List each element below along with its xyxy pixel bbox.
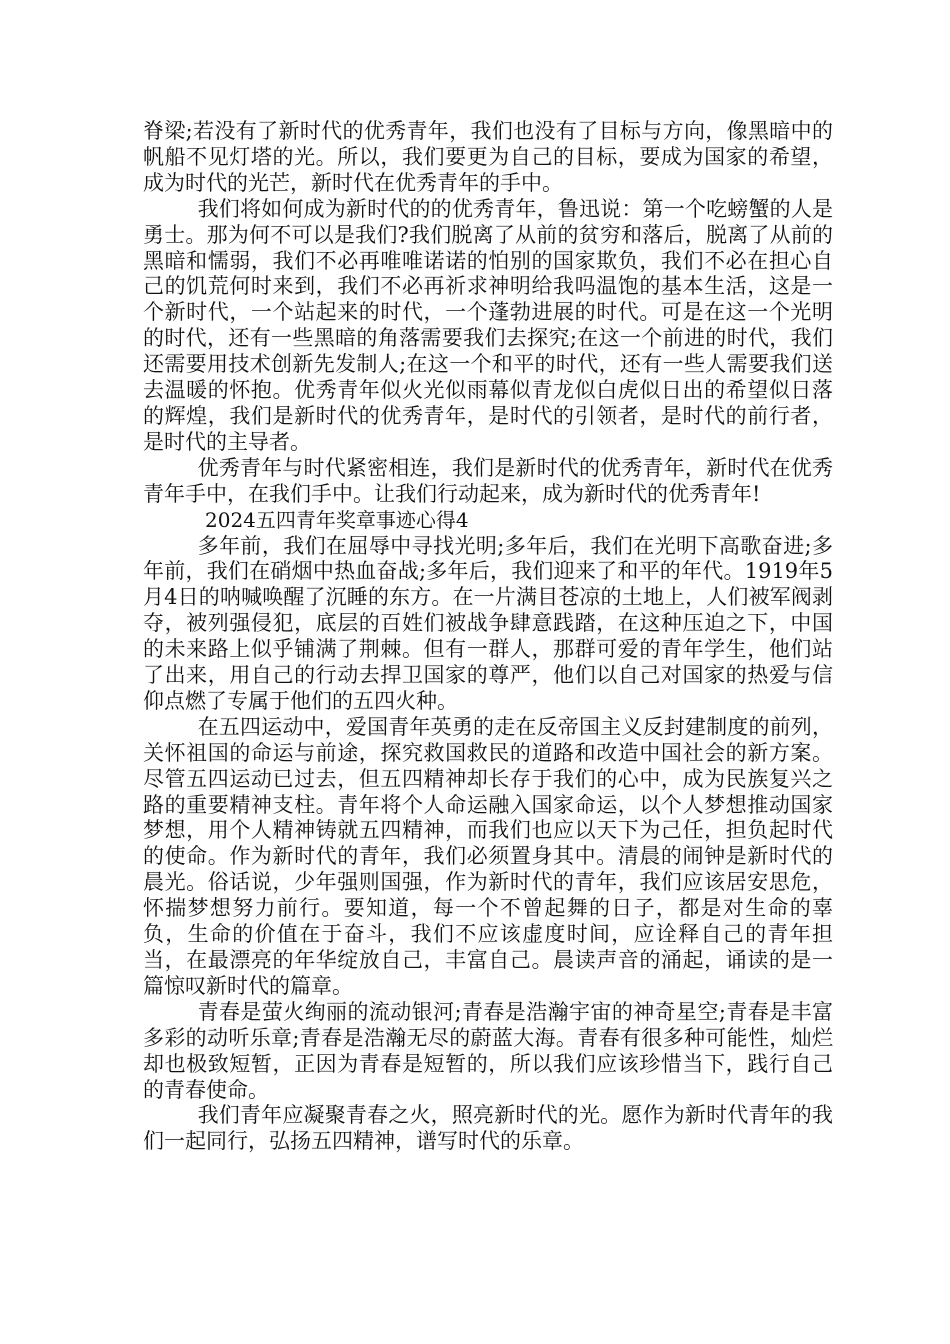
paragraph-continuation: 脊梁;若没有了新时代的优秀青年，我们也没有了目标与方向，像黑暗中的帆船不见灯塔的光。所以，我们要更为自己的目标，要成为国家的希望，成为时代的光芒，新时代在优秀青年的手中。 xyxy=(143,119,833,195)
paragraph: 我们青年应凝聚青春之火，照亮新时代的光。愿作为新时代青年的我们一起同行，弘扬五四精神，谱写时代的乐章。 xyxy=(143,1103,833,1154)
paragraph: 多年前，我们在屈辱中寻找光明;多年后，我们在光明下高歌奋进;多年前，我们在硝烟中热血奋战;多年后，我们迎来了和平的年代。1919年5月4日的呐喊唤醒了沉睡的东方。在一片满目苍凉的土地上，人们被军阀剥夺，被列强侵犯，底层的百姓们被战争肆意践踏，在这种压迫之下，中国的未来路上似乎铺满了荆棘。但有一群人，那群可爱的青年学生，他们站了出来，用自己的行动去捍卫国家的尊严，他们以自己对国家的热爱与信仰点燃了专属于他们的五四火种。 xyxy=(143,533,833,713)
document-page xyxy=(143,119,833,1155)
paragraph: 优秀青年与时代紧密相连，我们是新时代的优秀青年，新时代在优秀青年手中，在我们手中。让我们行动起来，成为新时代的优秀青年! xyxy=(143,455,833,506)
paragraph: 青春是萤火绚丽的流动银河;青春是浩瀚宇宙的神奇星空;青春是丰富多彩的动听乐章;青春是浩瀚无尽的蔚蓝大海。青春有很多种可能性，灿烂却也极致短暂，正因为青春是短暂的，所以我们应该珍惜当下，践行自己的青春使命。 xyxy=(143,999,833,1102)
paragraph: 在五四运动中，爱国青年英勇的走在反帝国主义反封建制度的前列，关怀祖国的命运与前途，探究救国救民的道路和改造中国社会的新方案。尽管五四运动已过去，但五四精神却长存于我们的心中，成为民族复兴之路的重要精神支柱。青年将个人命运融入国家命运，以个人梦想推动国家梦想，用个人精神铸就五四精神，而我们也应以天下为己任，担负起时代的使命。作为新时代的青年，我们必须置身其中。清晨的闹钟是新时代的晨光。俗话说，少年强则国强，作为新时代的青年，我们应该居安思危，怀揣梦想努力前行。要知道，每一个不曾起舞的日子，都是对生命的辜负，生命的价值在于奋斗，我们不应该虚度时间，应诠释自己的青年担当，在最漂亮的年华绽放自己，丰富自己。晨读声音的涌起，诵读的是一篇惊叹新时代的篇章。 xyxy=(143,714,833,998)
paragraph: 我们将如何成为新时代的的优秀青年，鲁迅说：第一个吃螃蟹的人是勇士。那为何不可以是我们?我们脱离了从前的贫穷和落后，脱离了从前的黑暗和懦弱，我们不必再唯唯诺诺的怕别的国家欺负，我们不必在担心自己的饥荒何时来到，我们不必再祈求神明给我吗温饱的基本生活，这是一个新时代，一个站起来的时代，一个蓬勃进展的时代。可是在这一个光明的时代，还有一些黑暗的角落需要我们去探究;在这一个前进的时代，我们还需要用技术创新先发制人;在这一个和平的时代，还有一些人需要我们送去温暖的怀抱。优秀青年似火光似雨幕似青龙似白虎似日出的希望似日落的辉煌，我们是新时代的优秀青年，是时代的引领者，是时代的前行者，是时代的主导者。 xyxy=(143,196,833,454)
section-heading: 2024五四青年奖章事迹心得4 xyxy=(205,507,469,532)
